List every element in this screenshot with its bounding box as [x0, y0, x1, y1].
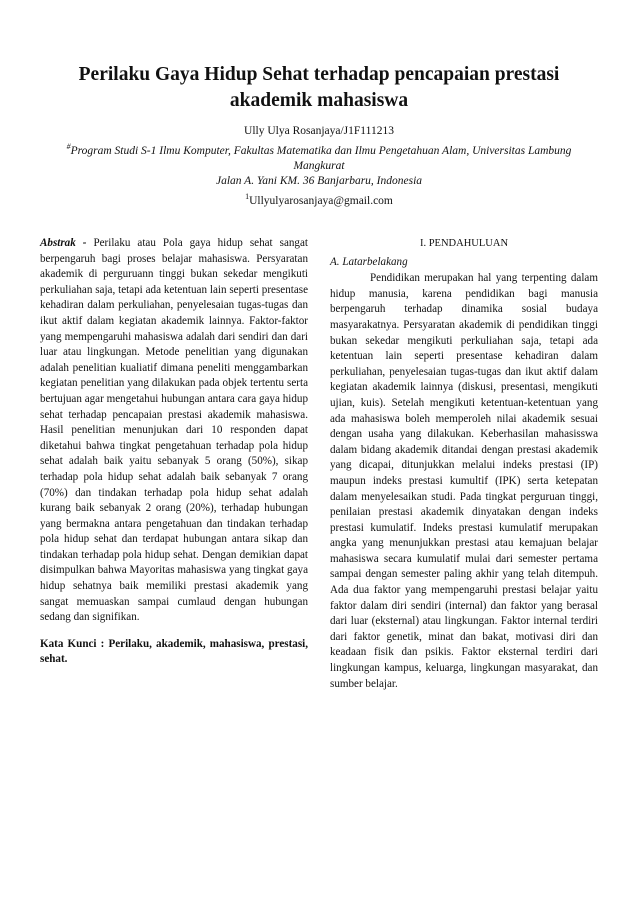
- email-mark: 1: [245, 191, 250, 201]
- affiliation-text: Program Studi S-1 Ilmu Komputer, Fakultas Matematika dan Ilmu Pengetahuan Alam, Universitas Lambung Mangkurat: [70, 144, 572, 172]
- affiliation: [40, 139, 598, 189]
- author-name: Ully Ulya Rosanjaya/J1F111213: [244, 125, 394, 137]
- left-column: [40, 236, 308, 668]
- address-text: Jalan A. Yani KM. 36 Banjarbaru, Indonesia: [215, 174, 423, 187]
- right-column: [330, 236, 598, 692]
- body-paragraph: Pendidikan merupakan hal yang terpenting dalam hidup manusia, karena pendidikan bagi manusia berpengaruh terhadap dinamika sosial budaya masyarakatnya. Persyaratan akademik di pendidikan tinggi bukan sekedar mengikuti perkuliahan saja, tetapi ada ketentuan lain seperti presentase kehadiran dalam perkuliahan, penyelesaian tugas-tugas dan ikut aktif dalam kegiatan akademik lainnya (diskusi, presentasi, mengikuti ujian, kuis). Setelah mengikuti ketentuan-ketentuan yang ada mahasiswa boleh memperoleh nilai akademik sesuai dengan usaha yang dilakukan. Keberhasilan mahasisswa dalam bidang akademik ditandai dengan prestasi akademik yang dicapai, ditunjukkan melalui indeks prestasi (IP) maupun indeks prestasi kumultif (IPK) serta ketepatan dalam menyelesaikan studi. Pada tingkat perguruan tinggi, penilaian prestasi akademik dinyatakan dengan indeks prestasi kumulatif. Indeks prestasi kumulatif merupakan angka yang menunjukkan prestasi atau kemajuan belajar mahasiswa secara kumulatif mulai dari semester pertama sampai dengan semester paling akhir yang telah ditempuh. Ada dua faktor yang mempengaruhi prestasi belajar yaitu faktor dalam diri sendiri (internal) dan faktor yang berasal dari luar (eksternal) atau lingkungan. Faktor internal terdiri dari faktor genetik, minat dan bakat, motivasi diri dan keadaan fisik dan psikis. Faktor eksternal terdiri dari lingkungan kampus, keluarga, lingkungan masyarakat, dan sumber belajar.: [330, 272, 598, 690]
- keywords: Kata Kunci : Perilaku, akademik, mahasiswa, prestasi, sehat.: [40, 637, 308, 666]
- email-text: Ullyulyarosanjaya@gmail.com: [249, 194, 393, 207]
- abstract-label: Abstrak -: [40, 237, 87, 249]
- affiliation-mark: #: [66, 142, 71, 151]
- author-block: [40, 124, 598, 209]
- section-heading: I. PENDAHULUAN: [419, 238, 509, 249]
- author-email: [40, 189, 598, 209]
- paper-title: Perilaku Gaya Hidup Sehat terhadap pencapaian prestasi akademik mahasiswa: [78, 64, 560, 111]
- abstract-text: Perilaku atau Pola gaya hidup sehat sangat berpengaruh bagi proses belajar mahasiswa. Persyaratan akademik di perguruann tinggi bukan sekedar mengikuti perkuliahan saja, tetapi ada ketentuan lain seperti presentase kehadiran dalam perkuliahan, penyelesaian tugas-tugas dan ikut aktif dalam kegiatan akademik lainnya. Faktor-faktor yang mempengaruhi mahasiswa adalah dari sendiri dan dari luar atau lingkungan. Metode penelitian yang digunakan adalah penelitian kualiatif dimana peneliti menggambarkan kegiatan penelitian yang dilakukan pada objek tertentu serta bertujuan agar mengetahui hubungan antara cara gaya hidup sehat terhadap pencapaian prestasi akademik mahasiswa. Hasil penelitian menunjukan dari 10 responden dapat diketahui bahwa tingkat pengetahuan terhadap pola hidup sehat adalah baik yaitu sebanyak 5 orang (50%), sikap terhadap pola hidup sehat adalah baik sebanyak 7 orang (70%) dan tindakan terhadap pola hidup sehat adalah kurang baik sebanyak 2 orang (20%), terhadap hubungan yang bermakna antara pengetahuan dan tindakan terhadap pola hidup sehat dan terdapat hubungan antara sikap dan tindakan terhadap pola hidup sehat. Dengan demikian dapat disimpulkan bahwa Mayoritas mahasiswa yang tingkat gaya hidup sehatnya baik memiliki prestasi akademik yang sangat memuaskan sampai cumlaud dengan hubungan sedang dan signifikan.: [40, 237, 308, 624]
- subsection-heading: A. Latarbelakang: [330, 255, 408, 268]
- abstract: [40, 236, 308, 626]
